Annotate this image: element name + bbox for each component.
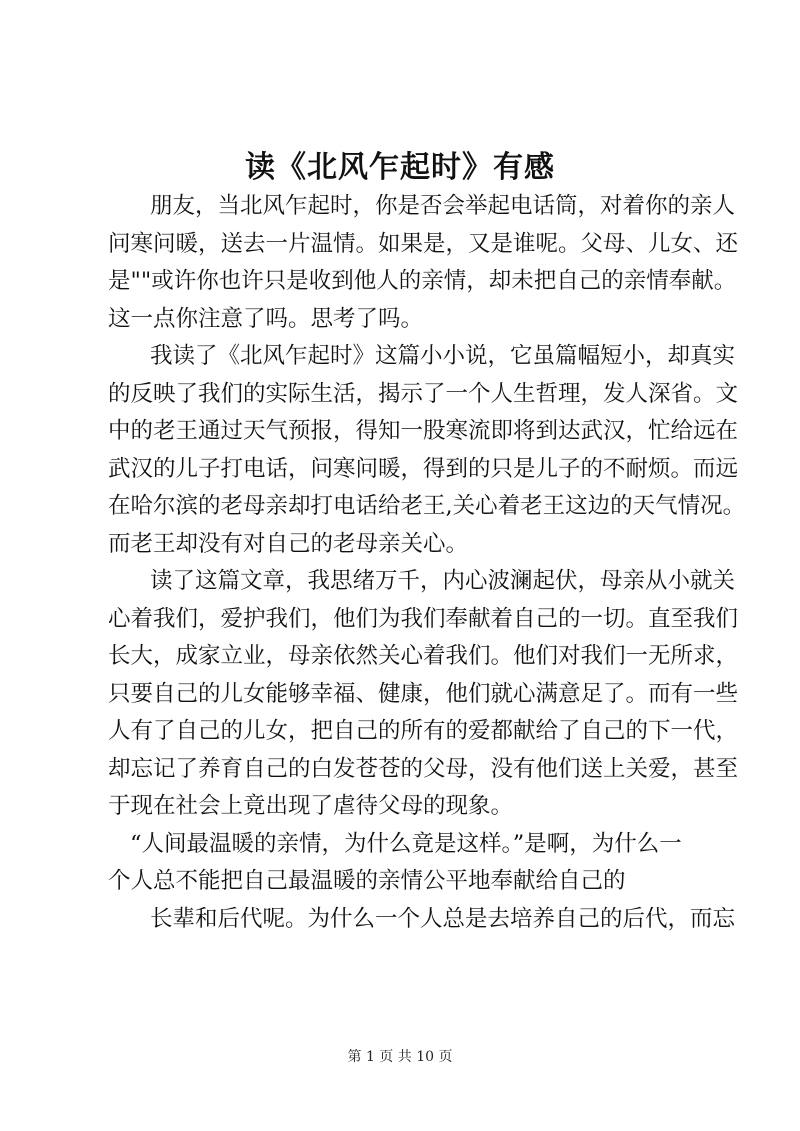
text-line: 中的老王通过天气预报，得知一股寒流即将到达武汉，忙给远在 xyxy=(108,418,739,444)
document-title: 读《北风乍起时》有感 xyxy=(245,150,555,185)
text-line: 武汉的儿子打电话，问寒问暖，得到的只是儿子的不耐烦。而远 xyxy=(108,455,739,482)
text-line: 长辈和后代呢。为什么一个人总是去培养自己的后代，而忘 xyxy=(150,905,736,932)
text-line: “人间最温暖的亲情，为什么竟是这样。”是啊，为什么一 xyxy=(130,830,682,857)
document-body xyxy=(108,188,746,938)
text-line: 读了这篇文章，我思绪万千，内心波澜起伏，母亲从小就关 xyxy=(150,568,736,594)
text-line: 朋友，当北风乍起时，你是否会举起电话筒，对着你的亲人 xyxy=(150,193,736,219)
text-line: 这一点你注意了吗。思考了吗。 xyxy=(108,305,424,332)
text-line: 心着我们，爱护我们，他们为我们奉献着自己的一切。直至我们 xyxy=(108,605,739,632)
text-line: 在哈尔滨的老母亲却打电话给老王,关心着老王这边的天气情况。 xyxy=(108,493,746,519)
text-line: 只要自己的儿女能够幸福、健康，他们就心满意足了。而有一些 xyxy=(108,680,739,707)
page-footer: 第 1 页 共 10 页 xyxy=(347,1049,453,1065)
text-line: 长大，成家立业，母亲依然关心着我们。他们对我们一无所求， xyxy=(108,643,739,669)
text-line: 是""或许你也许只是收到他人的亲情，却未把自己的亲情奉献。 xyxy=(108,268,737,294)
text-line: 却忘记了养育自己的白发苍苍的父母，没有他们送上关爱，甚至 xyxy=(108,755,739,782)
text-line: 于现在社会上竟出现了虐待父母的现象。 xyxy=(108,793,514,819)
text-line: 的反映了我们的实际生活，揭示了一个人生哲理，发人深省。文 xyxy=(108,380,739,407)
text-line: 个人总不能把自己最温暖的亲情公平地奉献给自己的 xyxy=(108,868,626,894)
text-line: 而老王却没有对自己的老母亲关心。 xyxy=(108,530,469,557)
text-line: 我读了《北风乍起时》这篇小小说，它虽篇幅短小，却真实 xyxy=(150,343,736,369)
text-line: 人有了自己的儿女，把自己的所有的爱都献给了自己的下一代， xyxy=(108,718,739,744)
text-line: 问寒问暖，送去一片温情。如果是，又是谁呢。父母、儿女、还 xyxy=(108,230,739,257)
